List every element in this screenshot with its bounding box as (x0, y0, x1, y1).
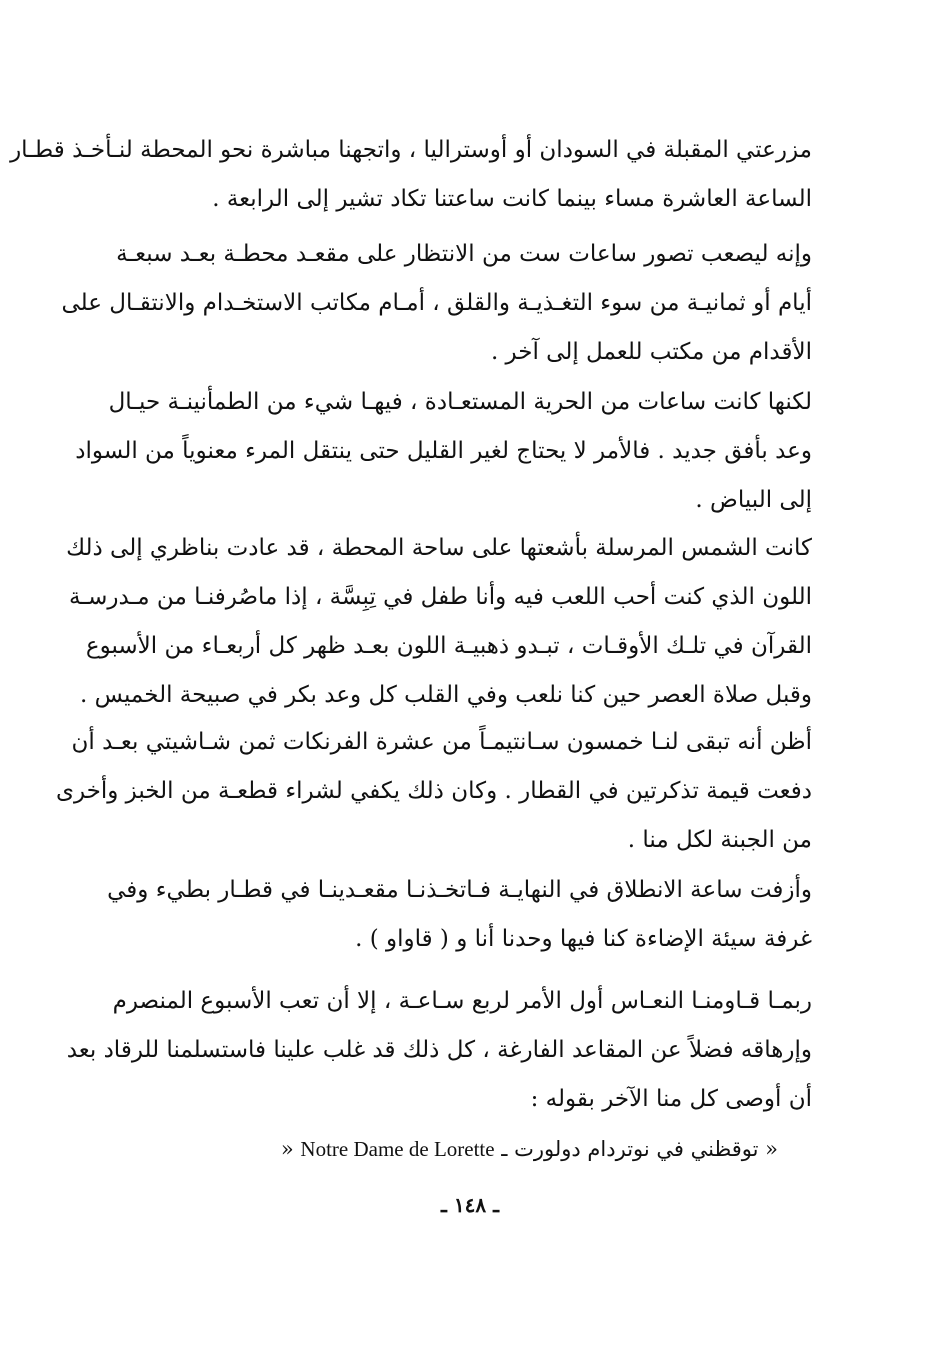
paragraph-2 (61, 230, 812, 377)
paragraph-line: غرفة سيئة الإضاءة كنا فيها وحدنا أنا و ( قاواو ) . (355, 926, 812, 952)
quoted-phrase (200, 1131, 778, 1167)
paragraph-1 (10, 126, 812, 224)
paragraph-6 (107, 866, 812, 964)
paragraph-line: أظن أنه تبقى لنـا خمسون سـانتيمـاً من عشرة الفرنكات ثمن شـاشيتي بعـد أن (71, 729, 812, 755)
paragraph-line: دفعت قيمة تذكرتين في القطار . وكان ذلك يكفي لشراء قطعـة من الخبز وأخرى (55, 778, 812, 804)
paragraph-line: مزرعتي المقبلة في السودان أو أوستراليا ، واتجهنا مباشرة نحو المحطة لنـأخـذ قطـار (10, 137, 812, 163)
paragraph-line: وأزفت ساعة الانطلاق في النهايـة فـاتخـذنـا مقعـدينـا في قطـار بطيء وفي (107, 877, 812, 903)
paragraph-7 (66, 977, 812, 1124)
quote-open-mark: « (765, 1137, 778, 1161)
paragraph-line: وإنه ليصعب تصور ساعات ست من الانتظار على مقعـد محطـة بعـد سبعـة (116, 241, 812, 267)
paragraph-line: القرآن في تلـك الأوقـات ، تبـدو ذهبيـة اللون بعـد ظهر كل أربعـاء من الأسبوع (85, 633, 812, 659)
paragraph-line: وقبل صلاة العصر حين كنا نلعب وفي القلب كل وعد بكر في صبيحة الخميس . (80, 682, 812, 708)
paragraph-line: ربمـا قـاومنـا النعـاس أول الأمر لربع سـاعـة ، إلا أن تعب الأسبوع المنصرم (112, 988, 812, 1014)
paragraph-line: لكنها كانت ساعات من الحرية المستعـادة ، فيهـا شيء من الطمأنينـة حيـال (108, 389, 812, 415)
paragraph-line: أن أوصى كل منا الآخر بقوله : (530, 1086, 812, 1112)
paragraph-line: الأقدام من مكتب للعمل إلى آخر . (490, 339, 812, 365)
paragraph-line: أيام أو ثمانيـة من سوء التغـذيـة والقلق ، أمـام مكاتب الاستخـدام والانتقـال على (61, 290, 812, 316)
paragraph-line: وإرهاقه فضلاً عن المقاعد الفارغة ، كل ذلك قد غلب علينا فاستسلمنا للرقاد بعد (66, 1037, 812, 1063)
paragraph-line: وعد بأفق جديد . فالأمر لا يحتاج لغير القليل حتى ينتقل المرء معنوياً من السواد (75, 438, 812, 464)
quote-close-mark: « (280, 1137, 294, 1161)
paragraph-line: من الجبنة لكل منا . (627, 827, 812, 853)
paragraph-line: الساعة العاشرة مساء بينما كانت ساعتنا تكاد تشير إلى الرابعة . (212, 186, 812, 212)
quote-latin: Notre Dame de Lorette (300, 1137, 495, 1161)
paragraph-4 (66, 524, 812, 720)
paragraph-line: كانت الشمس المرسلة بأشعتها على ساحة المحطة ، قد عادت بناظري إلى ذلك (66, 535, 812, 561)
page-number: ـ ١٤٨ ـ (441, 1193, 499, 1217)
paragraph-line: إلى البياض . (695, 487, 812, 513)
paragraph-3 (75, 378, 812, 525)
paragraph-5 (55, 718, 812, 865)
quote-arabic: توقظني في نوتردام دولورت ـ (501, 1137, 759, 1161)
paragraph-line: اللون الذي كنت أحب اللعب فيه وأنا طفل في تِبِسَّة ، إذا ماصُرفنـا من مـدرسـة (69, 584, 812, 610)
